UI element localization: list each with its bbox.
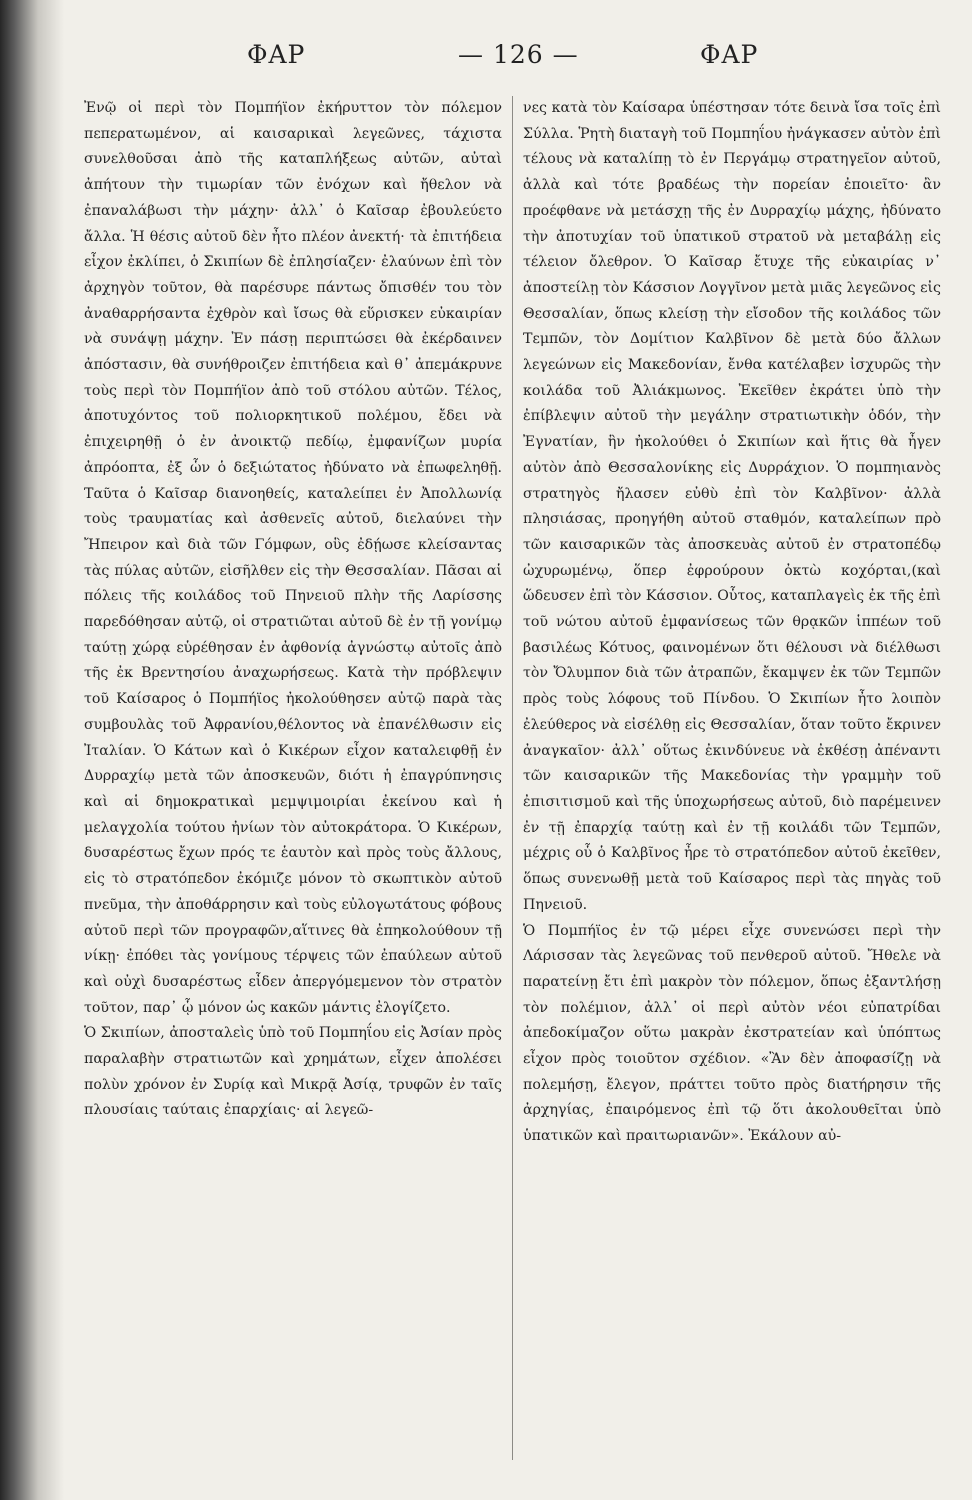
binding-shadow [0,0,64,1500]
left-paragraph-1: Ἐνῷ οἱ περὶ τὸν Πομπήϊον ἐκήρυττον τὸν πόλεμον πεπερατωμένον, αἱ καισαρικαὶ λεγεῶνες, τάχιστα συνελθοῦσαι ἀπὸ τῆς καταπλήξεως αὐτῶν, αὐταὶ ἀπήτουν τὴν τιμωρίαν τῶν ἐνόχων καὶ ἤθελον νὰ ἐπαναλάβωσι τὴν μάχην· ἀλλ᾽ ὁ Καῖσαρ ἐβουλεύετο ἄλλα. Ἡ θέσις αὐτοῦ δὲν ἦτο πλέον ἀνεκτή· τὰ ἐπιτήδεια εἶχον ἐκλίπει, ὁ Σκιπίων δὲ ἐπλησίαζεν· ἐλαύνων ἐπὶ τὸν ἀρχηγὸν τοῦτον, θὰ παρέσυρε πάντως ὄπισθέν του τὸν ἀναθαρρήσαντα ἐχθρὸν καὶ ἴσως θὰ εὕρισκεν εὐκαιρίαν νὰ συνάψῃ μάχην. Ἐν πάσῃ περιπτώσει θὰ ἐκέρδαινεν ἀπόστασιν, θὰ συνήθροιζεν ἐπιτήδεια καὶ θ᾽ ἀπεμάκρυνε τοὺς περὶ τὸν Πομπήϊον ἀπὸ τοῦ στόλου αὐτῶν. Τέλος, ἀποτυχόντος τοῦ πολιορκητικοῦ πολέμου, ἔδει νὰ ἐπιχειρηθῇ ὁ ἐν ἀνοικτῷ πεδίῳ, ἐμφανίζων μυρία ἀπρόοπτα, ἐξ ὧν ὁ δεξιώτατος ἠδύνατο νὰ ἐπωφεληθῇ. Ταῦτα ὁ Καῖσαρ διανοηθείς, καταλείπει ἐν Ἀπολλωνίᾳ τοὺς τραυματίας καὶ ἀσθενεῖς αὐτοῦ, διελαύνει τὴν Ἤπειρον καὶ διὰ τῶν Γόμφων, οὓς ἐδῄωσε κλείσαντας τὰς πύλας αὐτῶν, εἰσῆλθεν εἰς τὴν Θεσσαλίαν. Πᾶσαι αἱ πόλεις τῆς κοιλάδος τοῦ Πηνειοῦ πλὴν τῆς Λαρίσσης παρεδόθησαν αὐτῷ, οἱ στρατιῶται αὐτοῦ δὲ ἐν τῇ γονίμῳ ταύτῃ χώρᾳ εὑρέθησαν ἐν ἀφθονίᾳ ἀγνώστῳ αὐτοῖς ἀπὸ τῆς ἐκ Βρεντησίου ἀναχωρήσεως. Κατὰ τὴν πρόβλεψιν τοῦ Καίσαρος ὁ Πομπήϊος ἠκολούθησεν αὐτῷ παρὰ τὰς συμβουλὰς τοῦ Ἀφρανίου,θέλοντος νὰ ἐπανέλθωσιν εἰς Ἰταλίαν. Ὁ Κάτων καὶ ὁ Κικέρων εἶχον καταλειφθῇ ἐν Δυρραχίῳ μετὰ τῶν ἀποσκευῶν, διότι ἡ ἐπαγρύπνησις καὶ αἱ δημοκρατικαὶ μεμψιμοιρίαι ἐκείνου καὶ ἡ μελαγχολία τούτου ἠνίων τὸν αὐτοκράτορα. Ὁ Κικέρων, δυσαρέστως ἔχων πρός τε ἑαυτὸν καὶ πρὸς τοὺς ἄλλους, εἰς τὸ στρατόπεδον ἐκόμιζε μόνον τὸ σκωπτικὸν αὐτοῦ πνεῦμα, τὴν ἀποθάρρησιν καὶ τοὺς εὐλογωτάτους φόβους αὐτοῦ περὶ τῶν προγραφῶν,αἵτινες θὰ ἐπηκολούθουν τῇ νίκῃ· ἐπόθει τὰς γονίμους τέρψεις τῶν ἐπαύλεων αὐτοῦ καὶ οὐχὶ δυσαρέστως εἶδεν ἀπεργόμεμενον τὸν στρατὸν τοῦτον, παρ᾽ ᾧ μόνον ὡς κακῶν μάντις ἐλογίζετο. [84,100,502,1016]
left-paragraph-2: Ὁ Σκιπίων, ἀποσταλεὶς ὑπὸ τοῦ Πομπηΐου εἰς Ἀσίαν πρὸς παραλαβὴν στρατιωτῶν καὶ χρημάτων, εἶχεν ἀπολέσει πολὺν χρόνον ἐν Συρίᾳ καὶ Μικρᾷ Ἀσίᾳ, τρυφῶν ἐν ταῖς πλουσίαις ταύταις ἐπαρχίαις· αἱ λεγεῶ- [84,1025,502,1119]
left-column [84,96,502,1124]
header-right-keyword: ΦΑΡ [700,40,759,69]
running-header [0,40,972,80]
right-paragraph-1: νες κατὰ τὸν Καίσαρα ὑπέστησαν τότε δεινὰ ἴσα τοῖς ἐπὶ Σύλλα. Ῥητὴ διαταγὴ τοῦ Πομπηΐου ἠνάγκασεν αὐτὸν ἐπὶ τέλους νὰ καταλίπῃ τὸ ἐν Περγάμῳ στρατηγεῖον αὐτοῦ, ἀλλὰ καὶ τότε βραδέως τὴν πορείαν ἐποιεῖτο· ἂν προέφθανε νὰ μετάσχῃ τῆς ἐν Δυρραχίῳ μάχης, ἠδύνατο τὴν ἀποτυχίαν τοῦ ὑπατικοῦ στρατοῦ νὰ μεταβάλῃ εἰς τέλειον ὄλεθρον. Ὁ Καῖσαρ ἔτυχε τῆς εὐκαιρίας ν᾽ ἀποστείλῃ τὸν Κάσσιον Λογγῖνον μετὰ μιᾶς λεγεῶνος εἰς Θεσσαλίαν, ὅπως κλείσῃ τὴν εἴσοδον τῆς κοιλάδος τῶν Τεμπῶν, τὸν Δομίτιον Καλβῖνον δὲ μετὰ δύο ἄλλων λεγεώνων εἰς Μακεδονίαν, ἔνθα κατέλαβεν ἰσχυρῶς τὴν κοιλάδα τοῦ Ἀλιάκμωνος. Ἐκεῖθεν ἐκράτει ὑπὸ τὴν ἐπίβλεψιν αὐτοῦ τὴν μεγάλην στρατιωτικὴν ὁδόν, τὴν Ἐγνατίαν, ἣν ἠκολούθει ὁ Σκιπίων καὶ ἥτις θὰ ἦγεν αὐτὸν ἀπὸ Θεσσαλονίκης εἰς Δυρράχιον. Ὁ πομπηιανὸς στρατηγὸς ἤλασεν εὐθὺ ἐπὶ τὸν Καλβῖνον· ἀλλὰ πλησιάσας, προηγήθη αὐτοῦ σταθμόν, καταλείπων πρὸ τῶν καισαρικῶν τὰς ἀποσκευὰς αὐτοῦ ἐν στρατοπέδῳ ὠχυρωμένῳ, ὅπερ ἐφρούρουν ὀκτὼ κοχόρται,(καὶ ὥδευσεν ἐπὶ τὸν Κάσσιον. Οὗτος, καταπλαγεὶς ἐκ τῆς ἐπὶ τοῦ νώτου αὐτοῦ ἐμφανίσεως τῶν θρᾳκῶν ἱππέων τοῦ βασιλέως Κότυος, φαινομένων ὅτι θέλουσι νὰ διέλθωσι τὸν Ὄλυμπον διὰ τῶν ἀτραπῶν, ἔκαμψεν ἐκ τῶν Τεμπῶν πρὸς τοὺς λόφους τοῦ Πίνδου. Ὁ Σκιπίων ἦτο λοιπὸν ἐλεύθερος νὰ εἰσέλθῃ εἰς Θεσσαλίαν, ὅταν τοῦτο ἔκρινεν ἀναγκαῖον· ἀλλ᾽ οὕτως ἐκινδύνευε νὰ ἐκθέσῃ ἀπέναντι τῶν καισαρικῶν τῆς Μακεδονίας τὴν γραμμὴν τοῦ ἐπισιτισμοῦ καὶ τῆς ὑποχωρήσεως αὐτοῦ, διὸ παρέμεινεν ἐν τῇ ἐπαρχίᾳ ταύτῃ καὶ ἐν τῇ κοιλάδι τῶν Τεμπῶν, μέχρις οὗ ὁ Καλβῖνος ἦρε τὸ στρατόπεδον αὐτοῦ ἐκεῖθεν, ὅπως συνενωθῇ μετὰ τοῦ Καίσαρος περὶ τὰς πηγὰς τοῦ Πηνειοῦ. [523,100,941,913]
right-column [523,96,941,1150]
column-divider [512,96,513,1460]
right-paragraph-2: Ὁ Πομπήϊος ἐν τῷ μέρει εἶχε συνενώσει περὶ τὴν Λάρισσαν τὰς λεγεῶνας τοῦ πενθεροῦ αὐτοῦ. Ἤθελε νὰ παρατείνῃ ἔτι ἐπὶ μακρὸν τὸν πόλεμον, ὅπως ἐξαντλήσῃ τὸν πολέμιον, ἀλλ᾽ οἱ περὶ αὐτὸν νέοι εὐπατρίδαι ἀπεδοκίμαζον οὕτω μακρὰν ἐκστρατείαν καὶ ὑπόπτως εἶχον πρὸς τοιοῦτον σχέδιον. «Ἂν δὲν ἀποφασίζῃ νὰ πολεμήσῃ, ἔλεγον, πράττει τοῦτο πρὸς διατήρησιν τῆς ἀρχηγίας, ἐπαιρόμενος ἐπὶ τῷ ὅτι ἀκολουθεῖται ὑπὸ ὑπατικῶν καὶ πραιτωριανῶν». Ἐκάλουν αὐ- [523,922,941,1145]
page-number: — 126 — [458,40,579,69]
header-left-keyword: ΦΑΡ [247,40,306,69]
